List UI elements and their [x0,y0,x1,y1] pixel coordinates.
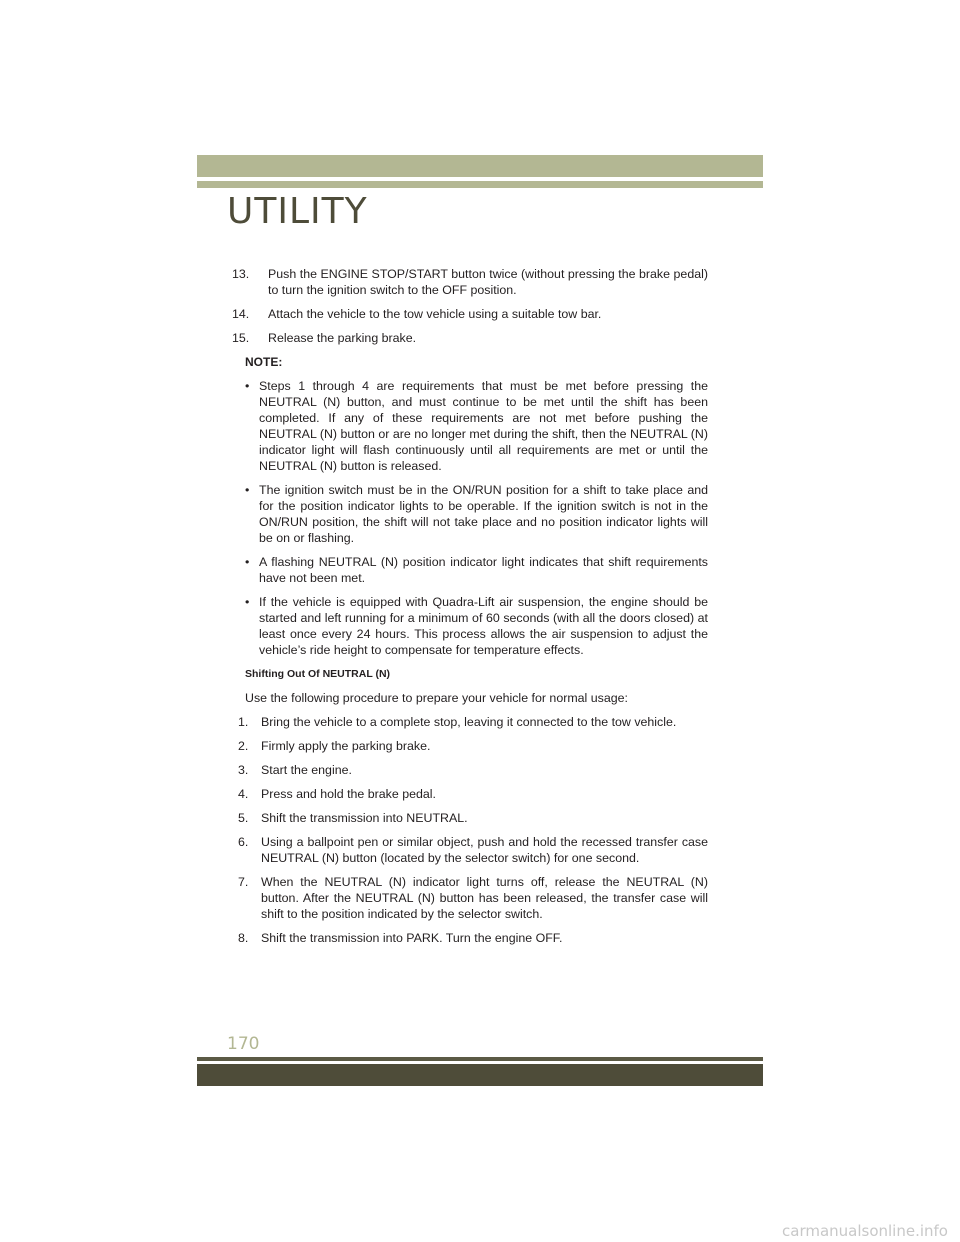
item-number: 6. [238,835,249,849]
list-item [238,762,708,778]
list-item [232,306,708,322]
item-number: 14. [232,307,250,321]
bullet-icon: • [245,379,250,393]
bullet-icon: • [245,595,250,609]
item-text: Start the engine. [261,763,352,777]
list-item [238,874,708,922]
item-number: 13. [232,267,250,281]
item-text: Using a ballpoint pen or similar object, push and hold the recessed transfer case NEUTRAL (N) button (located by the selector switch) for one second. [261,835,708,865]
page-content [232,266,708,954]
note-bullet [245,482,708,546]
item-number: 3. [238,763,249,777]
watermark: carmanualsonline.info [782,1222,948,1240]
header-bar [197,155,763,177]
item-text: Attach the vehicle to the tow vehicle using a suitable tow bar. [268,307,602,321]
numbered-list-top [232,266,708,346]
item-text: Firmly apply the parking brake. [261,739,431,753]
item-text: Push the ENGINE STOP/START button twice (without pressing the brake pedal) to turn the ignition switch to the OFF position. [268,267,708,297]
header-rule [197,181,763,188]
bullet-text: The ignition switch must be in the ON/RUN position for a shift to take place and for the position indicator lights to be operable. If the ignition switch is not in the ON/RUN position, the shift will not take place and no position indicator lights will be on or flashing. [259,483,708,545]
list-item [238,738,708,754]
subheading: Shifting Out Of NEUTRAL (N) [245,668,391,680]
list-item [232,330,708,346]
list-item [238,810,708,826]
bullet-text: If the vehicle is equipped with Quadra-Lift air suspension, the engine should be started and left running for a minimum of 60 seconds (with all the doors closed) at least once every 24 hours. This process allows the air suspension to adjust the vehicle’s ride height to compensate for temperature effects. [259,595,708,657]
item-text: Bring the vehicle to a complete stop, leaving it connected to the tow vehicle. [261,715,677,729]
item-text: When the NEUTRAL (N) indicator light turns off, release the NEUTRAL (N) button. After the NEUTRAL (N) button has been released, the transfer case will shift to the position indicated by the selector switch. [261,875,708,921]
bullet-text: A flashing NEUTRAL (N) position indicator light indicates that shift requirements have not been met. [259,555,708,585]
item-text: Press and hold the brake pedal. [261,787,436,801]
note-bullet [245,554,708,586]
footer-bar [197,1064,763,1086]
bullet-icon: • [245,555,250,569]
note-bullet [245,594,708,658]
section-title: UTILITY [227,191,368,232]
item-number: 1. [238,715,249,729]
procedure-steps [238,714,708,946]
item-text: Shift the transmission into PARK. Turn the engine OFF. [261,931,563,945]
list-item [238,786,708,802]
item-text: Release the parking brake. [268,331,417,345]
item-number: 4. [238,787,249,801]
list-item [232,266,708,298]
item-text: Shift the transmission into NEUTRAL. [261,811,468,825]
bullet-icon: • [245,483,250,497]
note-label: NOTE: [245,355,283,369]
bullet-text: Steps 1 through 4 are requirements that must be met before pressing the NEUTRAL (N) button, and must continue to be met until the shift has been completed. If any of these requirements are not met before pushing the NEUTRAL (N) button or are no longer met during the shift, then the NEUTRAL (N) indicator light will flash continuously until all requirements are met or until the NEUTRAL (N) button is released. [259,379,708,473]
note-bullet-list [246,378,708,658]
item-number: 2. [238,739,249,753]
item-number: 7. [238,875,249,889]
note-bullet [245,378,708,474]
intro-paragraph: Use the following procedure to prepare your vehicle for normal usage: [245,691,628,705]
list-item [238,930,708,946]
footer-rule [197,1057,763,1061]
page-number: 170 [227,1034,260,1054]
item-number: 8. [238,931,249,945]
item-number: 15. [232,331,250,345]
list-item [238,714,708,730]
list-item [238,834,708,866]
item-number: 5. [238,811,249,825]
